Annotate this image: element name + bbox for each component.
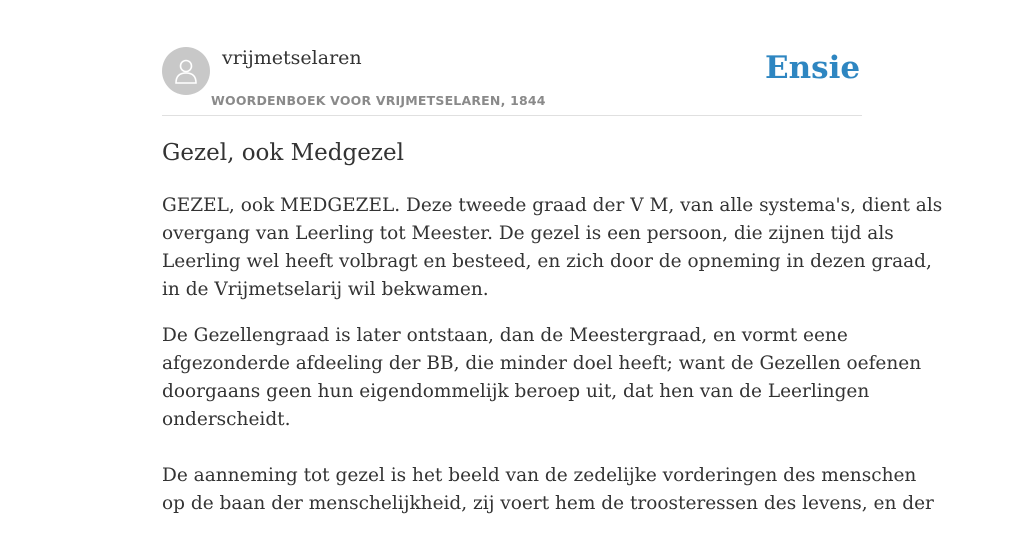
article-body: [162, 192, 943, 536]
author-avatar[interactable]: [162, 47, 210, 95]
author-name[interactable]: vrijmetselaren: [222, 47, 362, 69]
header-divider: [162, 115, 862, 116]
text-line: De Gezellengraad is later ontstaan, dan de Meestergraad, en vormt eene: [162, 325, 848, 346]
text-line: GEZEL, ook MEDGEZEL. Deze tweede graad der V M, van alle systema's, dient als: [162, 195, 943, 216]
user-icon: [171, 56, 201, 86]
source-label[interactable]: WOORDENBOEK VOOR VRIJMETSELAREN, 1844: [211, 93, 546, 108]
text-line: afgezonderde afdeeling der BB, die minder doel heeft; want de Gezellen oefenen: [162, 353, 922, 374]
text-line: doorgaans geen hun eigendommelijk beroep uit, dat hen van de Leerlingen: [162, 381, 870, 402]
paragraph-2: [162, 322, 934, 518]
ensie-logo[interactable]: Ensie: [765, 50, 861, 86]
text-line: overgang van Leerling tot Meester. De gezel is een persoon, die zijnen tijd als: [162, 223, 894, 244]
text-line: op de baan der menschelijkheid, zij voert hem de troosteressen des levens, en der: [162, 493, 934, 514]
text-line: in de Vrijmetselarij wil bekwamen.: [162, 279, 489, 300]
page-title: Gezel, ook Medgezel: [162, 140, 404, 166]
text-line: De aanneming tot gezel is het beeld van de zedelijke vorderingen des menschen: [162, 465, 917, 486]
blank-line: [162, 434, 862, 462]
text-line: onderscheidt.: [162, 409, 291, 430]
paragraph-1: [162, 192, 943, 304]
text-line: Leerling wel heeft volbragt en besteed, en zich door de opneming in dezen graad,: [162, 251, 932, 272]
